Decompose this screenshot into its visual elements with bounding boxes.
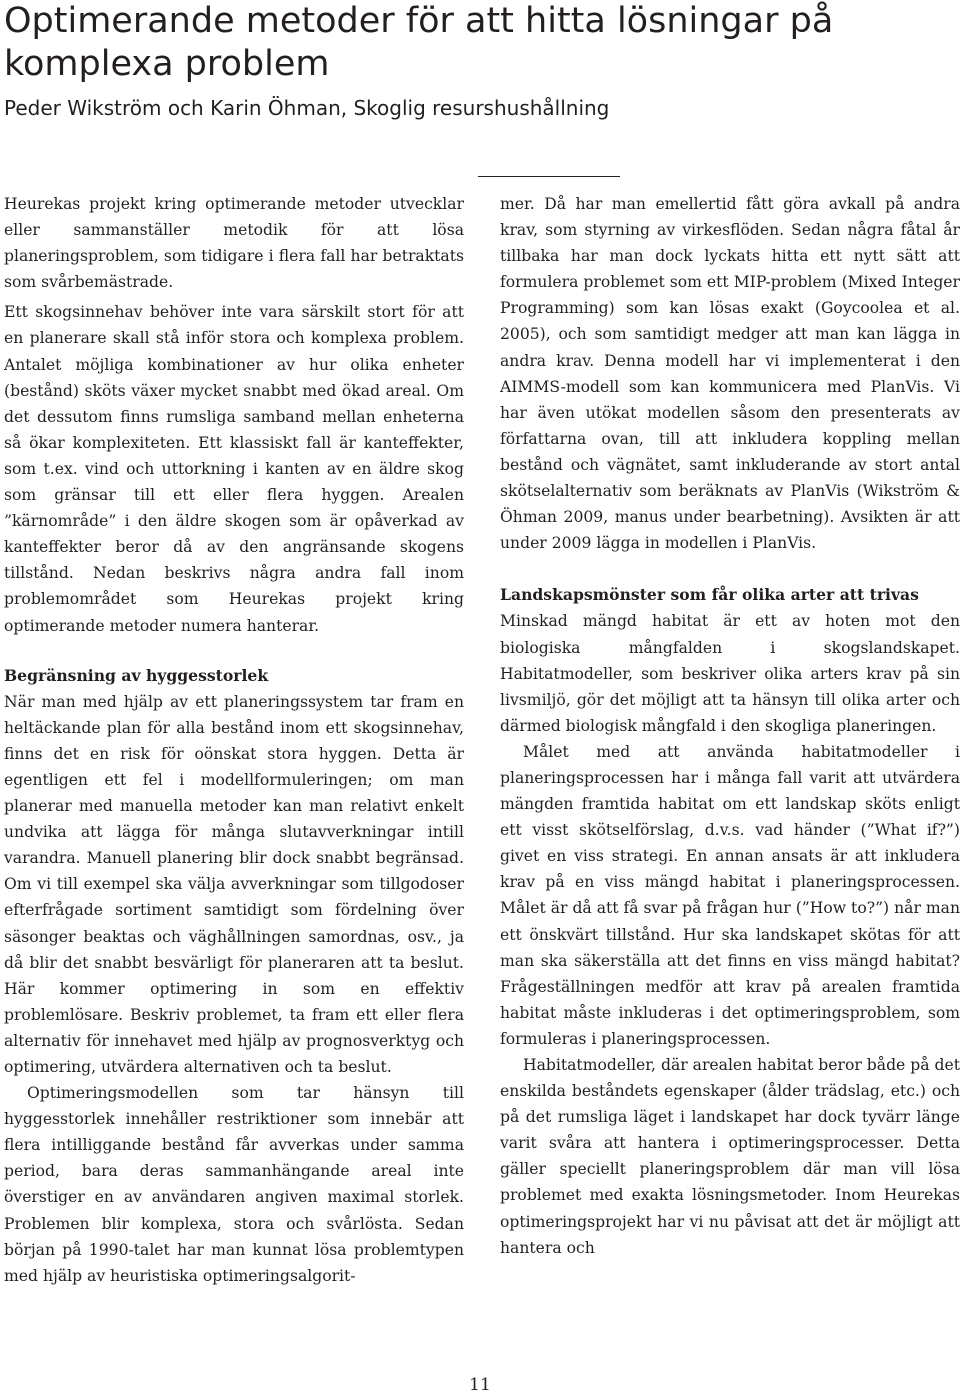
right-paragraph-1: mer. Då har man emellertid fått göra avkall på andra krav, som styrning av virkesflöden. Sedan några fåtal år tillbaka har man dock lyckats hitta ett nytt sätt att formulera problemet som ett MIP-problem (Mixed Integer Programming) som kan lösas exakt (Goycoolea et al. 2005), och som samtidigt medger att man kan lägga in andra krav. Denna modell har vi implementerat i den AIMMS-modell som kan kommunicera med PlanVis. Vi har även utökat modellen såsom den presenterats av författarna ovan, till att inkludera koppling mellan bestånd och vägnätet, samt inkluderande av stort antal skötselalternativ som beräknats av PlanVis (Wikström & Öhman 2009, manus under bearbetning). Avsikten är att under 2009 lägga in modellen i PlanVis. [500, 195, 960, 553]
left-paragraph-4: Optimeringsmodellen som tar hänsyn till hyggesstorlek innehåller restriktioner som innebär att flera intilliggande bestånd får avverkas under samma period, bara deras sammanhängande areal inte överstiger en av användaren angiven maximal storlek. Problemen blir komplexa, stora och svårlösta. Sedan början på 1990-talet har man kunnat lösa problemtypen med hjälp av heuristiska optimeringsalgorit- [4, 1084, 464, 1285]
right-paragraph-4: Habitatmodeller, där arealen habitat beror både på det enskilda beståndets egenskaper (ålder trädslag, etc.) och på det rumsliga läget i landskapet har dock tyvärr länge varit svåra att hantera i optimeringsprocesser. Detta gäller speciellt planeringsproblem där man vill lösa problemet med exakta lösningsmetoder. Inom Heurekas optimeringsprojekt har vi nu påvisat att det är möjligt att hantera och [500, 1056, 960, 1257]
left-paragraph-2: Ett skogsinnehav behöver inte vara särskilt stort för att en planerare skall stå inför stora och komplexa problem. Antalet möjliga kombinationer av hur olika enheter (bestånd) sköts växer mycket snabbt med ökad areal. Om det dessutom finns rumsliga samband mellan enheterna så ökar komplexiteten. Ett klassiskt fall är kanteffekter, som t.ex. vind och uttorkning i kanten av en äldre skog som gränsar till ett eller flera hyggen. Arealen ”kärnområde” i den äldre skogen som är opåverkad av kanteffekter beror då av den angränsande skogens tillstånd. Nedan beskrivs några andra fall inom problemområdet som Heurekas projekt kring optimerande metoder numera hanterar. [4, 303, 464, 635]
spacer [4, 639, 464, 663]
left-paragraph-3: När man med hjälp av ett planeringssystem tar fram en heltäckande plan för alla bestånd inom ett skogsinnehav, finns det en risk för oönskat stora hyggen. Detta är egentligen ett fel i modellformuleringen; om man planerar med manuella metoder kan man relativt enkelt undvika att lägga för många slutavverkningar intill varandra. Manuell planering blir dock snabbt begränsad. Om vi till exempel ska välja avverkningar som tillgodoser efterfrågade sortiment samtidigt som fördelning över säsonger beaktas och väghållningen samordnas, osv., ja då blir det snabbt besvärligt för planeraren att ta beslut. Här kommer optimering in som en effektiv problemlösare. Beskriv problemet, ta fram ett eller flera alternativ för innehavet med hjälp av prognosverktyg och optimering, utvärdera alternativen och ta beslut. [4, 692, 464, 1076]
right-paragraph-3: Målet med att använda habitatmodeller i planeringsprocessen har i många fall varit att utvärdera mängden framtida habitat om ett landskap sköts enligt ett visst skötselförslag, d.v.s. vad händer (”What if?”) givet en viss strategi. En annan ansats är att inkludera krav på en viss mängd habitat i planeringsprocessen. Målet är då att få svar på frågan hur (”How to?”) når man ett önskvärt tillstånd. Hur ska landskapet skötas för att man ska säkerställa att det finns en viss mängd habitat? Frågeställningen medför att krav på arealen framtida habitat måste inkluderas i det optimeringsproblem, som formuleras i planeringsprocessen. [500, 742, 960, 1048]
left-paragraph-1: Heurekas projekt kring optimerande metoder utvecklar eller sammanställer metodik för att lösa planeringsproblem, som tidigare i flera fall har betraktats som svårbemästrade. [4, 195, 464, 292]
spacer [500, 556, 960, 582]
article-authors: Peder Wikström och Karin Öhman, Skoglig resurshushållning [4, 96, 610, 120]
article-title: Optimerande metoder för att hitta lösningar på komplexa problem [4, 1, 834, 84]
page-number: 11 [469, 1375, 491, 1395]
section-heading-landskapsmonster: Landskapsmönster som får olika arter att trivas [500, 585, 919, 605]
right-paragraph-2: Minskad mängd habitat är ett av hoten mot den biologiska mångfalden i skogslandskapet. Habitatmodeller, som beskriver olika arters krav på sin livsmiljö, gör det möjligt att ta hänsyn till olika arter och därmed biologisk mångfald i den skogliga planeringen. [500, 612, 960, 735]
section-heading-hyggesstorlek: Begränsning av hyggesstorlek [4, 665, 269, 685]
left-column [4, 191, 464, 1289]
header-rule [478, 176, 620, 177]
right-column [500, 191, 960, 1261]
